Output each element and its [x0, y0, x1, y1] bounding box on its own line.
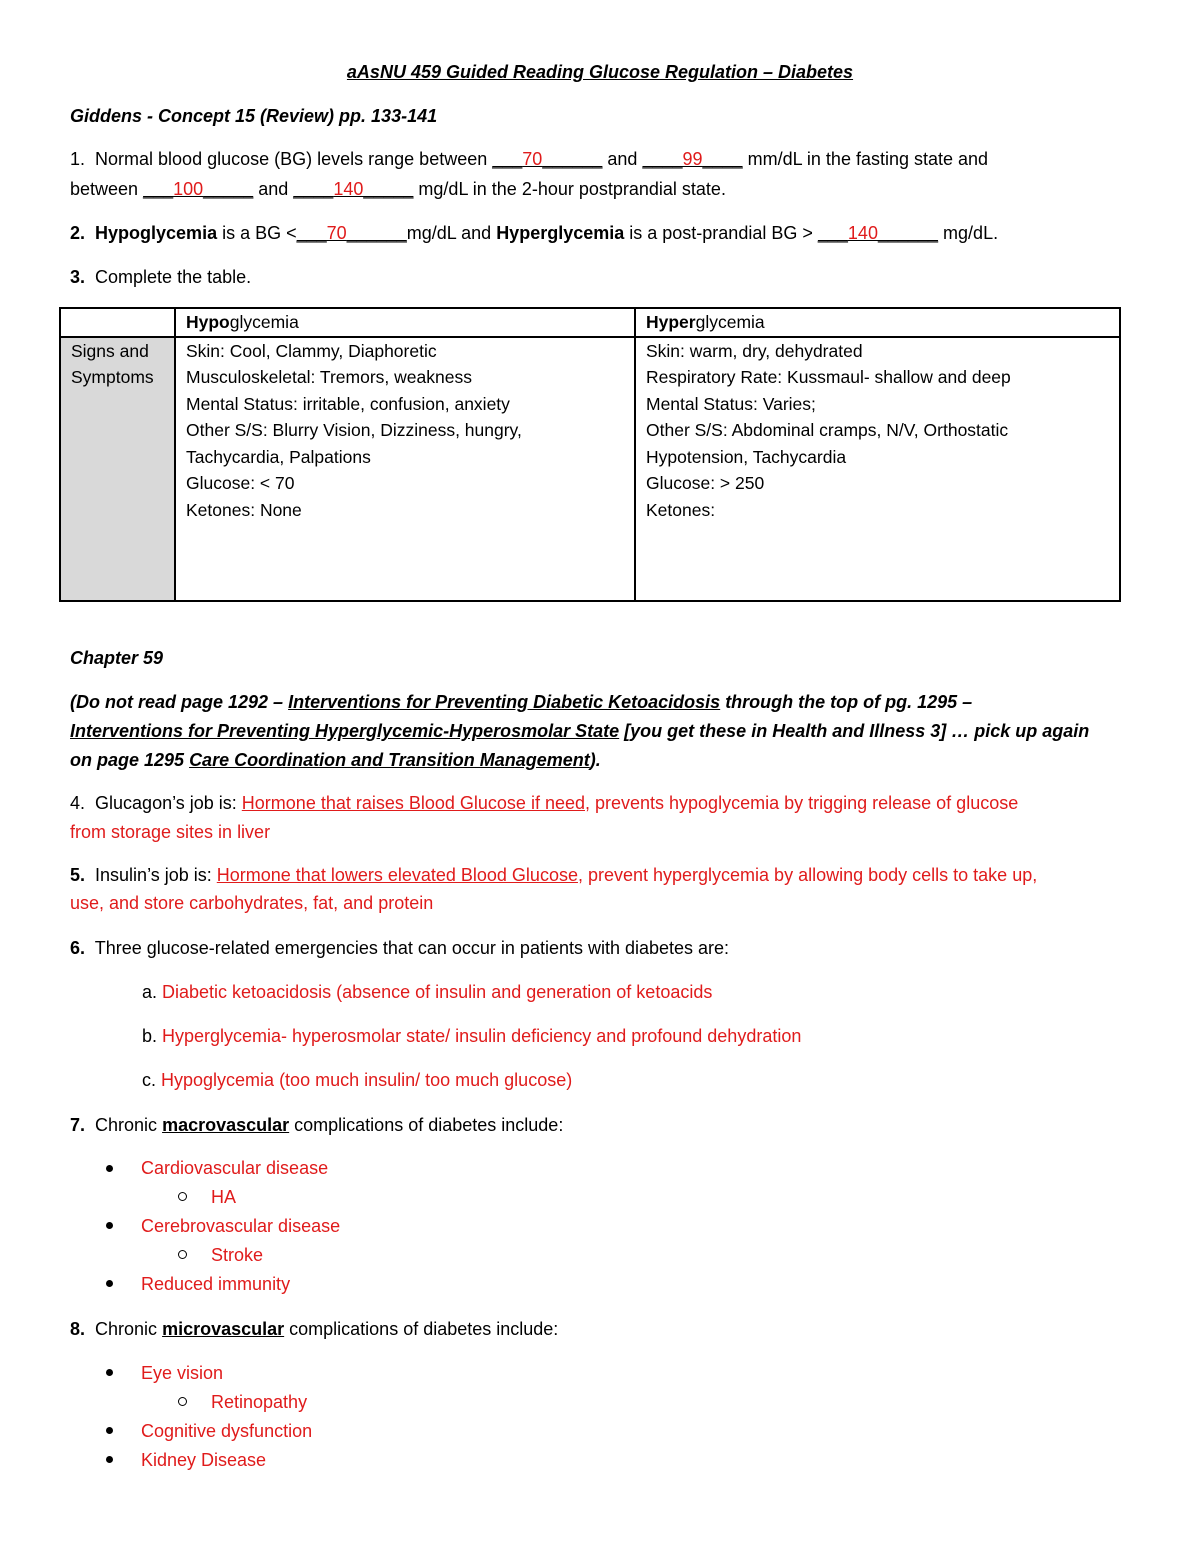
- table-line: Ketones: None: [186, 499, 302, 520]
- question-3: 3. Complete the table.: [70, 267, 252, 287]
- question-5-line-2: use, and store carbohydrates, fat, and protein: [70, 893, 434, 913]
- answer-hypo-threshold: 70: [326, 223, 347, 243]
- table-line: Glucose: < 70: [186, 473, 295, 493]
- list-item: HA: [211, 1187, 237, 1207]
- table-line: Mental Status: irritable, confusion, anxiety: [186, 393, 510, 414]
- answer-hyper-threshold: 140: [847, 223, 878, 243]
- table-line: Musculoskeletal: Tremors, weakness: [186, 367, 472, 387]
- emergency-item: c. Hypoglycemia (too much insulin/ too much glucose): [142, 1070, 573, 1090]
- answer-fasting-high: 99: [682, 149, 703, 169]
- question-2: 2. Hypoglycemia is a BG <___70______mg/dL and Hyperglycemia is a post-prandial BG > ___140______ mg/dL.: [70, 223, 999, 243]
- table-line: Skin: Cool, Clammy, Diaphoretic: [186, 340, 437, 361]
- list-item: Eye vision: [141, 1363, 224, 1383]
- answer-postprandial-high: 140: [333, 179, 364, 199]
- bullet-icon: [106, 1369, 113, 1376]
- table-line: Other S/S: Abdominal cramps, N/V, Orthostatic: [646, 420, 1009, 440]
- blank-4: ____140_____: [293, 179, 414, 199]
- document-title: aAsNU 459 Guided Reading Glucose Regulation – Diabetes: [346, 62, 854, 82]
- reading-note-line-1: (Do not read page 1292 – Interventions for Preventing Diabetic Ketoacidosis through the top of pg. 1295 –: [70, 692, 973, 712]
- chapter-heading: Chapter 59: [70, 648, 164, 668]
- list-item: Cardiovascular disease: [141, 1158, 329, 1178]
- answer-fasting-low: 70: [522, 149, 543, 169]
- question-8: 8. Chronic microvascular complications of diabetes include:: [70, 1319, 559, 1339]
- question-number: 1.: [70, 149, 86, 169]
- table-row-label: Signs and Symptoms: [60, 337, 175, 601]
- question-4-line-1: 4. Glucagon’s job is: Hormone that raises Blood Glucose if need, prevents hypoglycemia by trigging release of glucose: [70, 793, 1019, 813]
- emergency-item: b. Hyperglycemia- hyperosmolar state/ insulin deficiency and profound dehydration: [142, 1026, 802, 1046]
- question-6: 6. Three glucose-related emergencies that can occur in patients with diabetes are:: [70, 938, 730, 958]
- blank-2: ____99____: [642, 149, 743, 169]
- bullet-icon: [106, 1165, 113, 1172]
- list-item: Reduced immunity: [141, 1274, 291, 1294]
- hypoglycemia-term: Hypoglycemia: [95, 223, 218, 243]
- circle-bullet-icon: [178, 1397, 187, 1406]
- table-cell-hyper: [635, 337, 1120, 601]
- question-4-line-2: from storage sites in liver: [70, 822, 271, 842]
- table-corner-cell: [60, 308, 175, 337]
- answer-postprandial-low: 100: [173, 179, 204, 199]
- table-line: Skin: warm, dry, dehydrated: [646, 340, 863, 361]
- bullet-icon: [106, 1222, 113, 1229]
- table-line: Other S/S: Blurry Vision, Dizziness, hungry,: [186, 420, 522, 440]
- circle-bullet-icon: [178, 1250, 187, 1259]
- table-cell-hypo: [175, 337, 635, 601]
- giddens-heading: Giddens - Concept 15 (Review) pp. 133-141: [70, 106, 438, 126]
- table-line: Respiratory Rate: Kussmaul- shallow and deep: [646, 367, 1011, 387]
- bullet-icon: [106, 1456, 113, 1463]
- blank-3: ___100_____: [143, 179, 254, 199]
- table-header-hyper: Hyperglycemia: [635, 308, 1120, 337]
- question-1-line-1: 1. Normal blood glucose (BG) levels range between ___70______ and ____99____ mm/dL in the fasting state and: [70, 149, 989, 169]
- list-item: Cerebrovascular disease: [141, 1216, 341, 1236]
- table-line: Ketones:: [646, 499, 716, 520]
- question-7: 7. Chronic macrovascular complications of diabetes include:: [70, 1115, 564, 1135]
- table-line: Hypotension, Tachycardia: [646, 446, 847, 467]
- list-item: Kidney Disease: [141, 1450, 267, 1470]
- signs-symptoms-table: [59, 307, 1121, 602]
- answer-insulin: Hormone that lowers elevated Blood Glucose: [216, 865, 578, 885]
- reading-note-line-2: Interventions for Preventing Hyperglycemic-Hyperosmolar State [you get these in Health and Illness 3] … pick up again: [70, 721, 1090, 741]
- table-line: Mental Status: Varies;: [646, 393, 816, 414]
- list-item: Cognitive dysfunction: [141, 1421, 313, 1441]
- circle-bullet-icon: [178, 1192, 187, 1201]
- table-line: Tachycardia, Palpations: [186, 446, 371, 467]
- blank-1: ___70______: [492, 149, 603, 169]
- question-1-line-2: between ___100_____ and ____140_____ mg/dL in the 2-hour postprandial state.: [70, 179, 726, 199]
- list-item: Stroke: [211, 1245, 264, 1265]
- list-item: Retinopathy: [211, 1392, 308, 1412]
- reading-note-line-3: on page 1295 Care Coordination and Transition Management).: [70, 750, 601, 770]
- question-5-line-1: 5. Insulin’s job is: Hormone that lowers elevated Blood Glucose, prevent hyperglycemia by allowing body cells to take up,: [70, 865, 1038, 885]
- table-header-hypo: Hypoglycemia: [175, 308, 635, 337]
- answer-glucagon: Hormone that raises Blood Glucose if need,: [241, 793, 590, 813]
- bullet-icon: [106, 1427, 113, 1434]
- table-line: Glucose: > 250: [646, 473, 765, 493]
- emergency-item: a. Diabetic ketoacidosis (absence of insulin and generation of ketoacids: [142, 982, 713, 1002]
- hyperglycemia-term: Hyperglycemia: [496, 223, 625, 243]
- bullet-icon: [106, 1280, 113, 1287]
